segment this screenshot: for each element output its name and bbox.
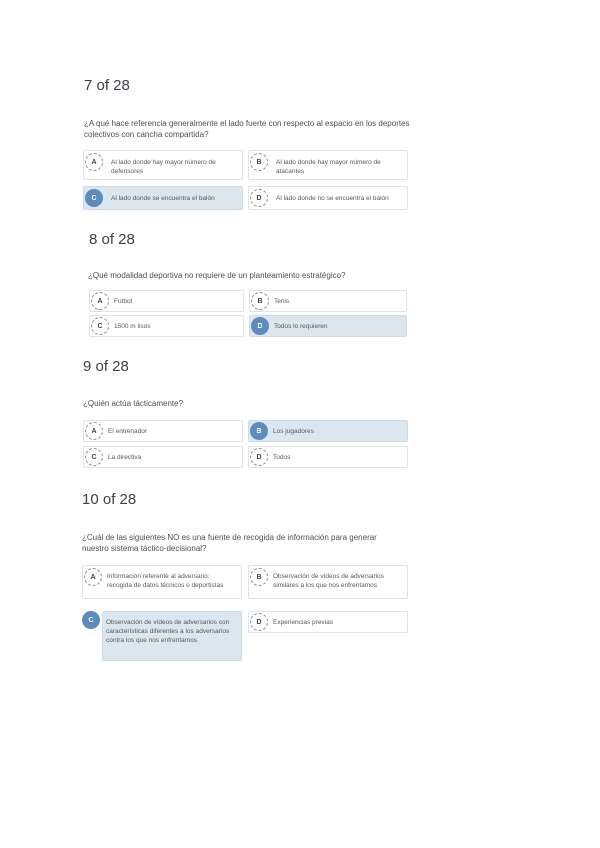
- option-b[interactable]: [248, 420, 408, 442]
- option-c[interactable]: [89, 315, 244, 337]
- option-a[interactable]: [83, 420, 243, 442]
- option-text: Observación de vídeos de adversarios similares a los que nos enfrentamos: [273, 573, 384, 589]
- option-c[interactable]: [102, 611, 242, 661]
- option-letter-a: A: [84, 568, 102, 586]
- option-text: Todos lo requieren: [274, 323, 328, 330]
- question-number: 10 of 28: [82, 491, 137, 508]
- option-d[interactable]: [249, 315, 407, 337]
- question-text: ¿Qué modalidad deportiva no requiere de un planteamiento estratégico?: [88, 271, 346, 280]
- option-text: 1500 m lisos: [114, 323, 151, 330]
- option-d[interactable]: [248, 611, 408, 633]
- option-text: La directiva: [108, 454, 142, 461]
- question-number: 8 of 28: [89, 231, 135, 248]
- option-text: El entrenador: [108, 428, 148, 435]
- option-text: Al lado donde no se encuentra el balón: [276, 195, 389, 202]
- option-letter-c[interactable]: C: [82, 611, 100, 629]
- option-letter-c: C: [91, 317, 109, 335]
- option-text: Información referente al adversario: recogida de datos técnicos o deportistas: [107, 573, 224, 589]
- option-b[interactable]: [248, 565, 408, 599]
- option-d[interactable]: [248, 186, 408, 210]
- option-letter-a: A: [91, 292, 109, 310]
- option-letter-b: B: [250, 153, 268, 171]
- option-text: Al lado donde hay mayor número de atacantes: [276, 159, 381, 175]
- option-letter-d: D: [250, 448, 268, 466]
- option-letter-b: B: [250, 568, 268, 586]
- option-letter-d: D: [251, 317, 269, 335]
- option-text: Al lado donde se encuentra el balón: [111, 195, 215, 202]
- option-text: Al lado donde hay mayor número de defensores: [111, 159, 216, 175]
- option-letter-d: D: [250, 189, 268, 207]
- option-letter-c: C: [85, 448, 103, 466]
- option-letter-c: C: [85, 189, 103, 207]
- option-text: Los jugadores: [273, 428, 314, 435]
- option-letter-b: B: [250, 422, 268, 440]
- question-text: ¿A qué hace referencia generalmente el lado fuerte con respecto al espacio en los deportes colectivos con cancha compartida?: [84, 119, 410, 139]
- option-c[interactable]: [83, 446, 243, 468]
- option-a[interactable]: [83, 150, 243, 180]
- question-number: 9 of 28: [83, 358, 129, 375]
- option-letter-b: B: [251, 292, 269, 310]
- option-text: Futbol: [114, 298, 133, 305]
- option-letter-d: D: [250, 613, 268, 631]
- question-text: ¿Quién actúa tácticamente?: [83, 399, 184, 408]
- option-a[interactable]: [89, 290, 244, 312]
- option-text: Todos: [273, 454, 291, 461]
- option-text: Experiencias previas: [273, 619, 333, 626]
- option-b[interactable]: [248, 150, 408, 180]
- option-letter-a: A: [85, 153, 103, 171]
- question-text: ¿Cuál de las siguientes NO es una fuente de recogida de información para generar nuestro sistema táctico-decisional?: [82, 533, 377, 553]
- option-c[interactable]: [83, 186, 243, 210]
- option-d[interactable]: [248, 446, 408, 468]
- question-number: 7 of 28: [84, 77, 130, 94]
- option-a[interactable]: [82, 565, 242, 599]
- option-b[interactable]: [249, 290, 407, 312]
- option-text: Tenis: [274, 298, 290, 305]
- option-text: Observación de vídeos de adversarios con características diferentes a los adversarios contra los que nos enfrentamos: [106, 619, 230, 644]
- option-letter-a: A: [85, 422, 103, 440]
